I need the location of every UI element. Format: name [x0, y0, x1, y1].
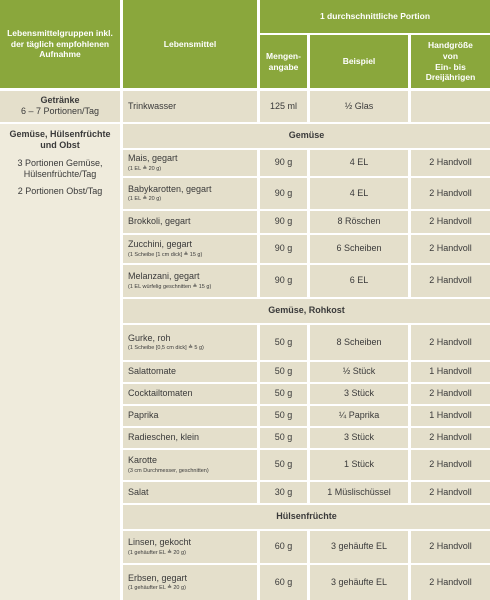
- table-cell-example: 4 EL: [310, 178, 408, 209]
- table-cell-hand: 2 Handvoll: [411, 325, 490, 360]
- table-cell-hand: 2 Handvoll: [411, 265, 490, 297]
- food-name: Brokkoli, gegart: [128, 216, 191, 227]
- food-name: Cocktailtomaten: [128, 388, 193, 399]
- food-note: (3 cm Durchmesser, geschnitten): [128, 467, 209, 474]
- table-cell-amount: 60 g: [260, 531, 307, 563]
- table-cell-food: [123, 91, 257, 122]
- food-note: (1 EL ≙ 20 g): [128, 165, 162, 172]
- food-name: Karotte: [128, 455, 158, 466]
- table-cell-hand: 2 Handvoll: [411, 565, 490, 600]
- table-cell-food: [123, 362, 257, 382]
- table-cell-hand: 2 Handvoll: [411, 235, 490, 263]
- table-cell-food: [123, 428, 257, 448]
- food-note: (1 Scheibe [1 cm dick] ≙ 15 g): [128, 251, 203, 258]
- table-cell-example: 8 Röschen: [310, 211, 408, 233]
- table-cell-food: [123, 482, 257, 503]
- food-name: Paprika: [128, 410, 159, 421]
- group-gemuese-line1: 3 Portionen Gemüse, Hülsenfrüchte/Tag: [17, 157, 103, 179]
- table-cell-food: [123, 150, 257, 176]
- table-cell-example: 3 Stück: [310, 384, 408, 404]
- header-food: Lebensmittel: [123, 0, 257, 88]
- table-cell-example: 1 Stück: [310, 450, 408, 480]
- food-note: (1 gehäufter EL ≙ 20 g): [128, 549, 186, 556]
- table-cell-amount: 50 g: [260, 450, 307, 480]
- food-note: (1 EL ≙ 20 g): [128, 196, 162, 203]
- food-name: Linsen, gekocht: [128, 537, 192, 548]
- table-cell-example: ¼ Paprika: [310, 406, 408, 426]
- group-gemuese-title: Gemüse, Hülsenfrüchte und Obst: [9, 129, 111, 151]
- food-name: Zucchini, gegart: [128, 239, 193, 250]
- table-cell-hand: 2 Handvoll: [411, 428, 490, 448]
- group-getraenke-title: Getränke: [40, 95, 80, 105]
- header-food-group: Lebensmittelgruppen inkl. der täglich empfohlenen Aufnahme: [0, 0, 120, 88]
- table-cell-example: ½ Stück: [310, 362, 408, 382]
- table-cell-hand: 2 Handvoll: [411, 211, 490, 233]
- table-cell-example: 1 Müslischüssel: [310, 482, 408, 503]
- table-cell-food: [123, 211, 257, 233]
- food-name: Melanzani, gegart: [128, 271, 200, 282]
- table-cell-food: [123, 384, 257, 404]
- table-cell-hand: 2 Handvoll: [411, 482, 490, 503]
- food-note: (1 gehäufter EL ≙ 20 g): [128, 585, 186, 592]
- table-cell-amount: 50 g: [260, 384, 307, 404]
- section-rohkost: Gemüse, Rohkost: [123, 299, 490, 323]
- food-note: (1 EL würfelig geschnitten ≙ 15 g): [128, 283, 212, 290]
- table-cell-example: 3 Stück: [310, 428, 408, 448]
- table-cell-example: 8 Scheiben: [310, 325, 408, 360]
- table-cell-food: [123, 265, 257, 297]
- table-cell-hand: 2 Handvoll: [411, 384, 490, 404]
- table-cell-hand: 2 Handvoll: [411, 450, 490, 480]
- table-cell-example: 3 gehäufte EL: [310, 531, 408, 563]
- food-note: (1 Scheibe [0,5 cm dick] ≙ 5 g): [128, 345, 204, 352]
- food-name: Trinkwasser: [128, 100, 177, 111]
- table-cell-example: 6 EL: [310, 265, 408, 297]
- table-cell-amount: 50 g: [260, 362, 307, 382]
- table-cell-amount: 50 g: [260, 428, 307, 448]
- header-hand-size: Handgröße von Ein- bis Dreijährigen: [411, 35, 490, 88]
- table-cell-amount: 90 g: [260, 265, 307, 297]
- table-cell-food: [123, 406, 257, 426]
- food-name: Babykarotten, gegart: [128, 183, 212, 194]
- table-cell-hand: 1 Handvoll: [411, 362, 490, 382]
- table-cell-amount: 90 g: [260, 150, 307, 176]
- food-name: Salattomate: [128, 366, 177, 377]
- section-huelsen: Hülsenfrüchte: [123, 505, 490, 529]
- table-cell-example: ½ Glas: [310, 91, 408, 122]
- table-cell-hand: 1 Handvoll: [411, 406, 490, 426]
- table-cell-amount: 125 ml: [260, 91, 307, 122]
- table-cell-amount: 50 g: [260, 406, 307, 426]
- table-cell-amount: 50 g: [260, 325, 307, 360]
- table-cell-example: 3 gehäufte EL: [310, 565, 408, 600]
- group-getraenke-amount: 6 – 7 Portionen/Tag: [20, 106, 100, 117]
- food-name: Radieschen, klein: [128, 432, 200, 443]
- table-cell-food: [123, 178, 257, 209]
- table-cell-food: [123, 565, 257, 600]
- food-name: Mais, gegart: [128, 153, 178, 164]
- table-cell-food: [123, 531, 257, 563]
- header-amount: Mengen- angabe: [260, 35, 307, 88]
- table-cell-amount: 90 g: [260, 235, 307, 263]
- header-example: Beispiel: [310, 35, 408, 88]
- table-cell-food: [123, 325, 257, 360]
- header-portion-group: 1 durchschnittliche Portion: [260, 0, 490, 33]
- table-cell-example: 4 EL: [310, 150, 408, 176]
- table-cell-example: 6 Scheiben: [310, 235, 408, 263]
- table-cell-hand: 2 Handvoll: [411, 531, 490, 563]
- table-cell-food: [123, 450, 257, 480]
- table-cell-amount: 90 g: [260, 211, 307, 233]
- table-cell-amount: 30 g: [260, 482, 307, 503]
- group-gemuese: [0, 124, 120, 600]
- food-name: Erbsen, gegart: [128, 572, 188, 583]
- group-getraenke: [0, 91, 120, 122]
- food-name: Salat: [128, 486, 149, 497]
- table-cell-amount: 90 g: [260, 178, 307, 209]
- table-cell-hand: 2 Handvoll: [411, 178, 490, 209]
- section-gemuese: Gemüse: [123, 124, 490, 148]
- food-name: Gurke, roh: [128, 332, 171, 343]
- group-gemuese-line2: 2 Portionen Obst/Tag: [17, 186, 103, 196]
- table-cell-hand: [411, 91, 490, 122]
- table-cell-amount: 60 g: [260, 565, 307, 600]
- table-cell-hand: 2 Handvoll: [411, 150, 490, 176]
- table-cell-food: [123, 235, 257, 263]
